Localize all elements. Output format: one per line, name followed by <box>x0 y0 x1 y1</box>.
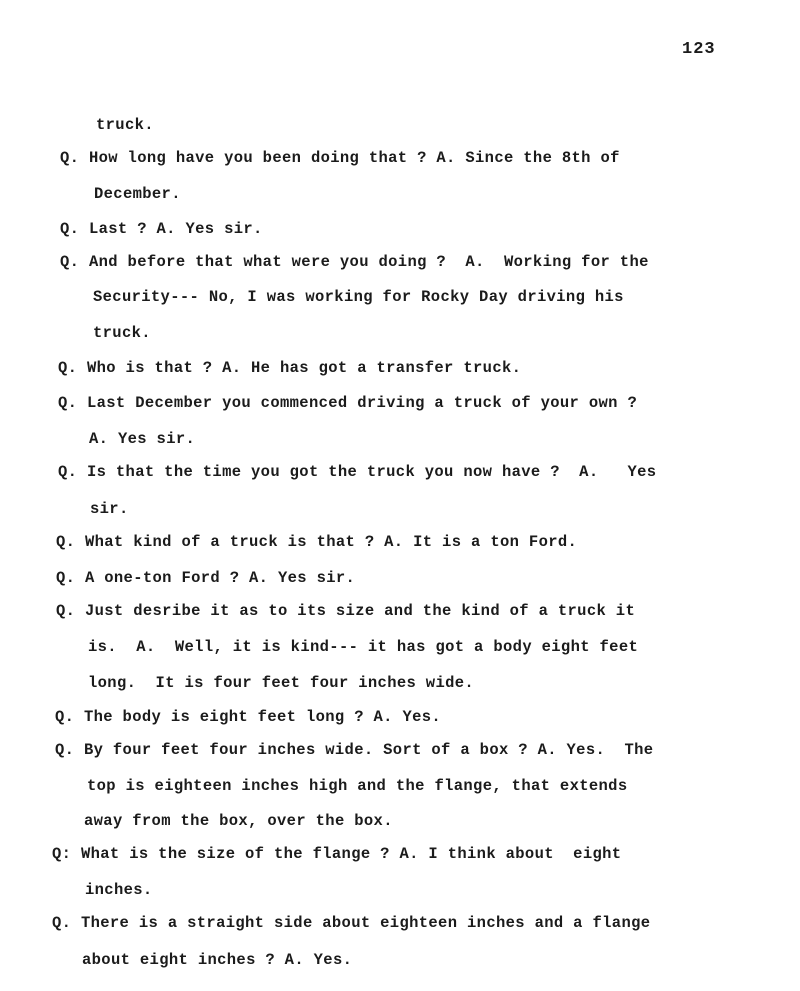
transcript-line: Q. There is a straight side about eighteen inches and a flange <box>52 914 651 932</box>
transcript-line: Q. Last December you commenced driving a truck of your own ? <box>58 394 638 412</box>
transcript-line: Q. Last ? A. Yes sir. <box>60 220 263 238</box>
transcript-line: about eight inches ? A. Yes. <box>82 951 353 969</box>
transcript-line: is. A. Well, it is kind--- it has got a body eight feet <box>88 638 639 656</box>
transcript-line: Security--- No, I was working for Rocky Day driving his <box>93 288 624 306</box>
transcript-line: December. <box>94 185 181 203</box>
transcript-line: A. Yes sir. <box>89 430 196 448</box>
transcript-line: top is eighteen inches high and the flange, that extends <box>87 777 628 795</box>
transcript-line: truck. <box>96 116 154 134</box>
transcript-line: Q. Who is that ? A. He has got a transfer truck. <box>58 359 522 377</box>
transcript-line: inches. <box>85 881 153 899</box>
transcript-line: Q. What kind of a truck is that ? A. It is a ton Ford. <box>56 533 578 551</box>
transcript-line: Q: What is the size of the flange ? A. I think about eight <box>52 845 622 863</box>
transcript-line: long. It is four feet four inches wide. <box>88 674 475 692</box>
transcript-line: Q. A one-ton Ford ? A. Yes sir. <box>56 569 356 587</box>
transcript-line: Q. Is that the time you got the truck you now have ? A. Yes <box>58 463 657 481</box>
transcript-line: truck. <box>93 324 151 342</box>
page-number: 123 <box>682 40 716 59</box>
transcript-line: Q. By four feet four inches wide. Sort of a box ? A. Yes. The <box>55 741 654 759</box>
transcript-line: Q. The body is eight feet long ? A. Yes. <box>55 708 442 726</box>
transcript-line: sir. <box>90 500 129 518</box>
transcript-line: Q. Just desribe it as to its size and the kind of a truck it <box>56 602 636 620</box>
transcript-line: away from the box, over the box. <box>84 812 393 830</box>
transcript-line: Q. And before that what were you doing ? A. Working for the <box>60 253 649 271</box>
transcript-line: Q. How long have you been doing that ? A. Since the 8th of <box>60 149 620 167</box>
